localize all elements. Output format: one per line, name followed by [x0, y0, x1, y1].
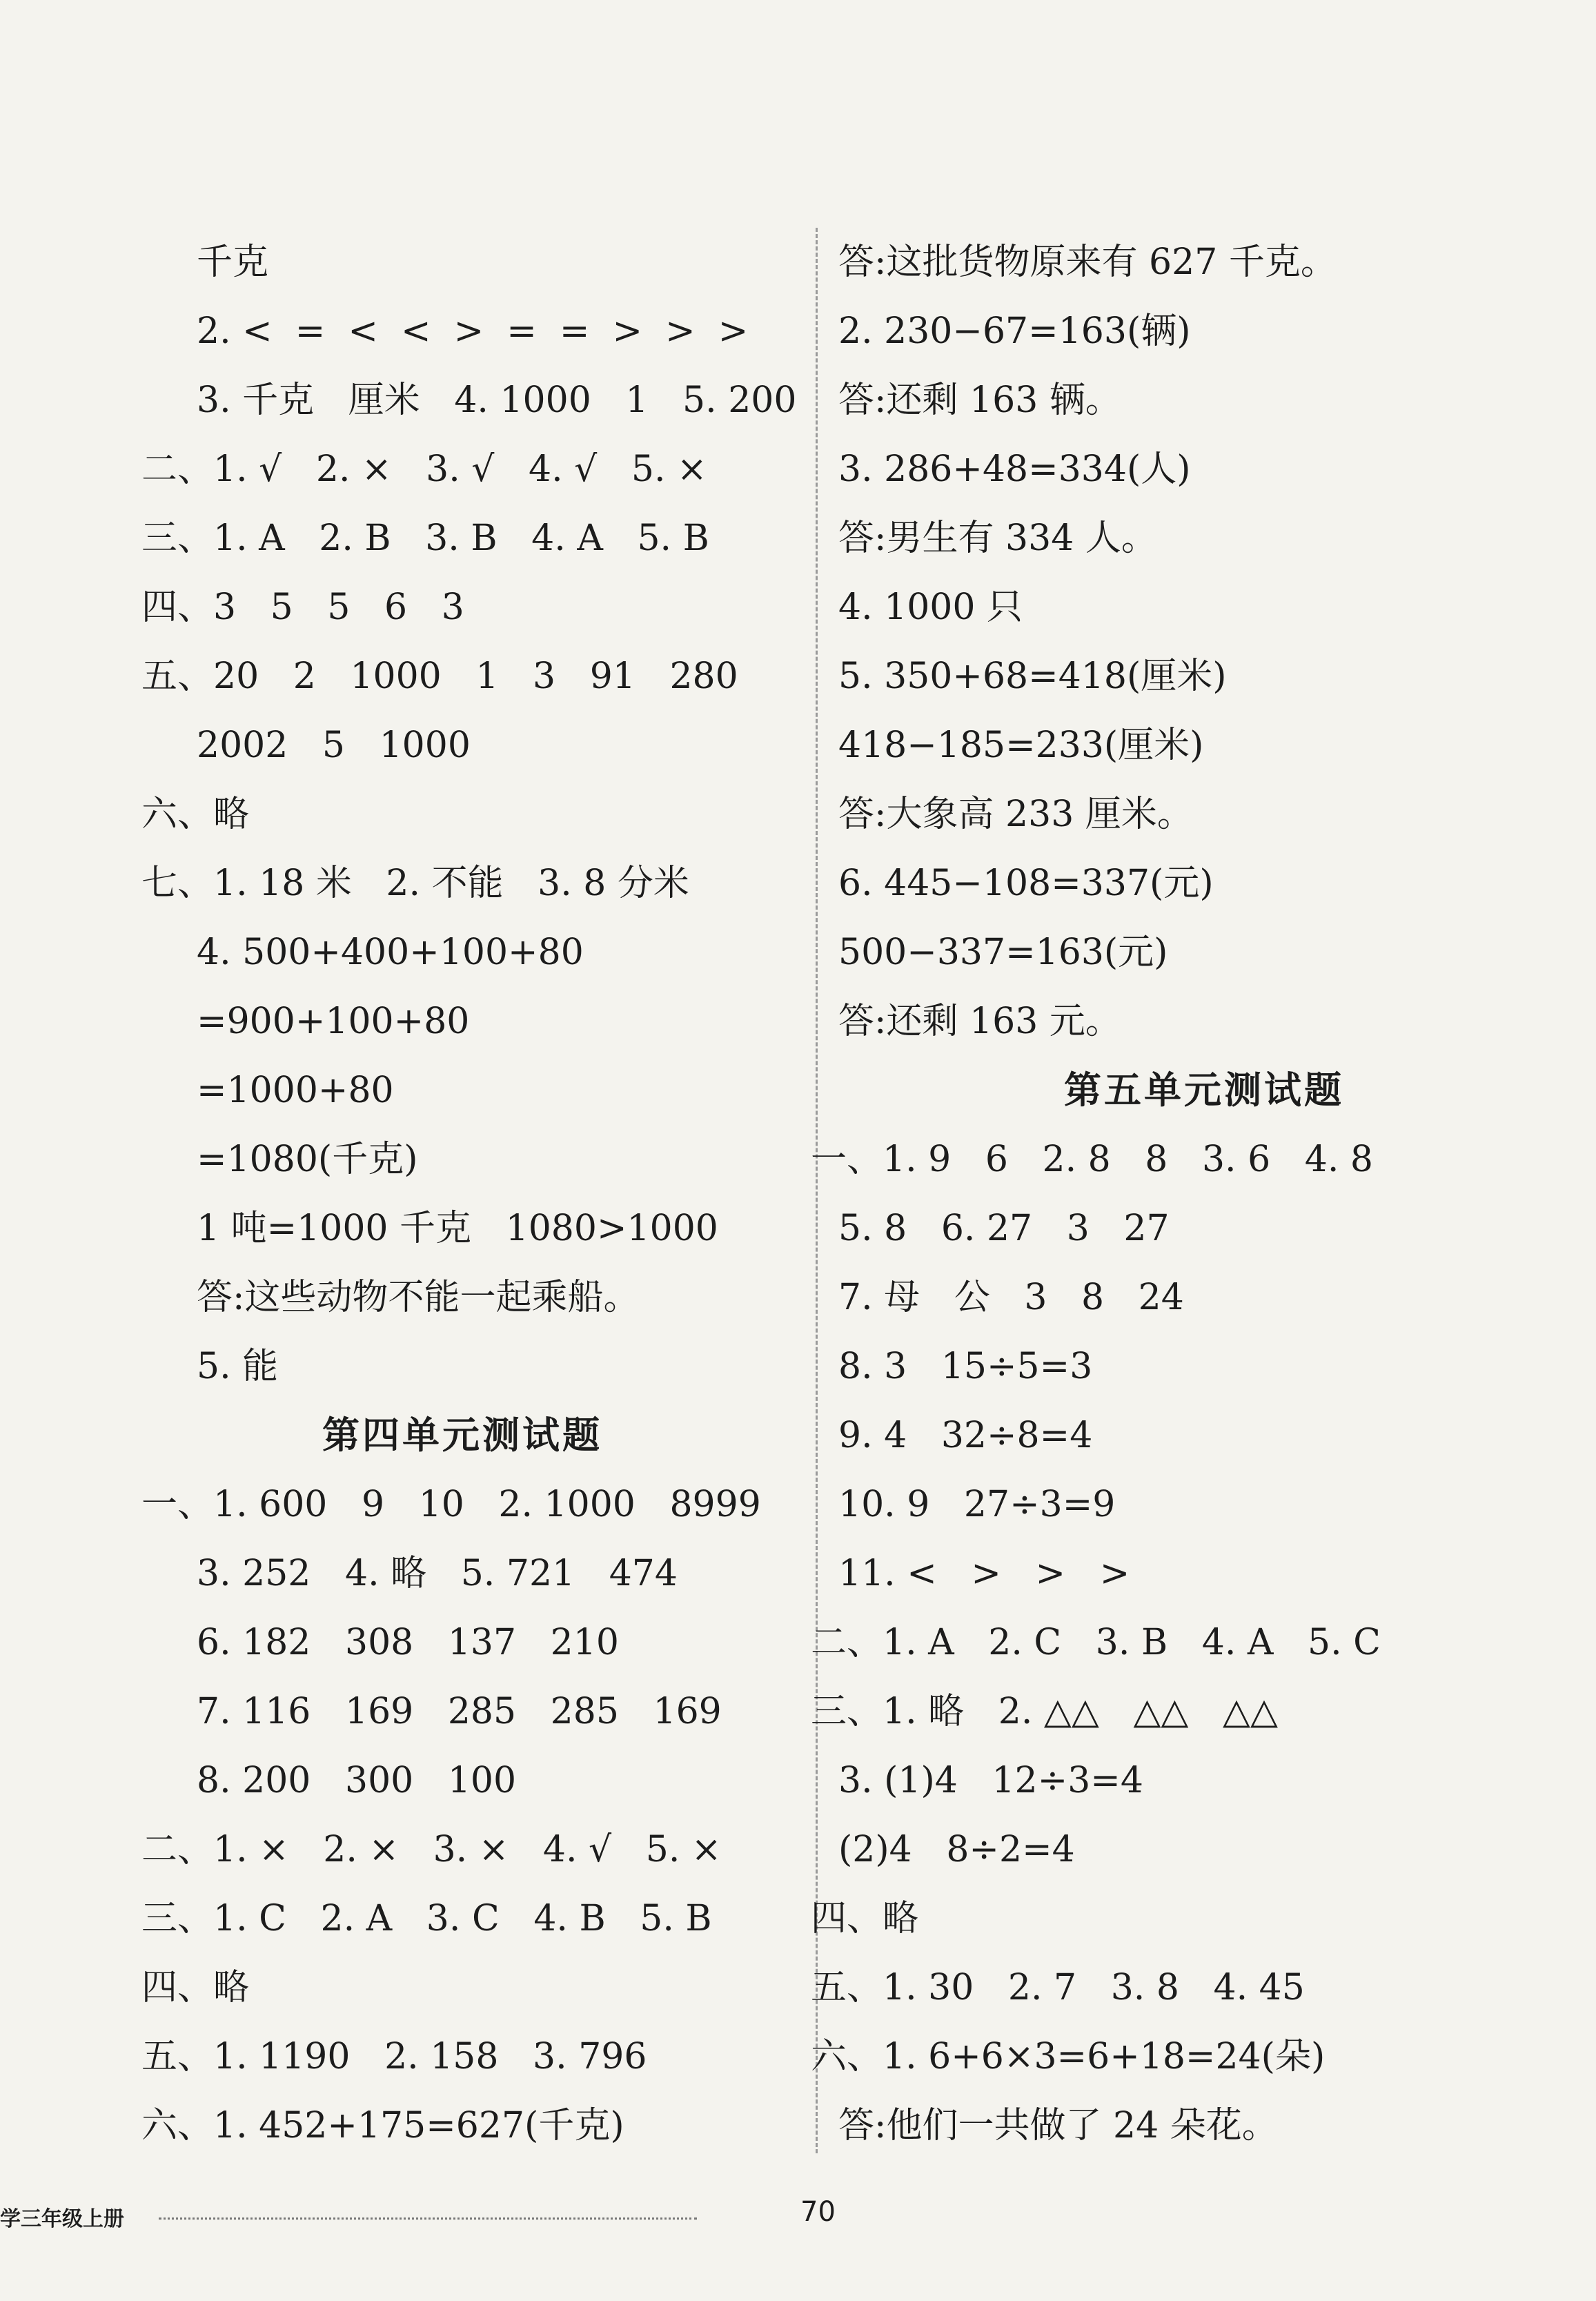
answer-line: 10. 9 27÷3=9: [838, 1484, 1116, 1525]
answer-line: 4. 500+400+100+80: [197, 932, 584, 973]
answer-line: 3. 252 4. 略 5. 721 474: [197, 1553, 678, 1594]
left-column: [141, 228, 797, 2160]
answer-line: 6. 445−108=337(元): [838, 863, 1214, 904]
answer-line: 3. 千克 厘米 4. 1000 1 5. 200: [197, 380, 797, 421]
answer-line: 2002 5 1000: [197, 725, 471, 766]
answer-line: 一、1. 600 9 10 2. 1000 8999: [141, 1484, 761, 1525]
answer-line: 答:还剩 163 辆。: [838, 380, 1121, 421]
answer-line: 四、3 5 5 6 3: [141, 587, 464, 628]
answer-line: 二、1. × 2. × 3. × 4. √ 5. ×: [141, 1829, 722, 1870]
answer-line: 3. 286+48=334(人): [838, 449, 1191, 490]
answer-line: 五、20 2 1000 1 3 91 280: [141, 656, 738, 697]
section-heading: 第五单元测试题: [1064, 1068, 1344, 1112]
footer-rule: [159, 2217, 697, 2220]
answer-line: 五、1. 1190 2. 158 3. 796: [141, 2036, 647, 2077]
answer-line: 418−185=233(厘米): [838, 725, 1204, 766]
answer-line: 8. 200 300 100: [197, 1760, 517, 1801]
answer-line: 答:这些动物不能一起乘船。: [197, 1277, 640, 1318]
answer-line: 9. 4 32÷8=4: [838, 1415, 1093, 1456]
answer-line: =1000+80: [197, 1070, 394, 1111]
answer-line: 5. 8 6. 27 3 27: [838, 1208, 1170, 1249]
section-heading: 第四单元测试题: [322, 1413, 602, 1457]
answer-line: 四、略: [141, 1967, 250, 2008]
book-label: 学三年级上册: [0, 2207, 124, 2231]
answer-line: 答:他们一共做了 24 朵花。: [838, 2105, 1278, 2146]
page-number: 70: [800, 2196, 836, 2228]
answer-line: 500−337=163(元): [838, 932, 1168, 973]
answer-line: 答:男生有 334 人。: [838, 518, 1157, 559]
answer-line: 七、1. 18 米 2. 不能 3. 8 分米: [141, 863, 689, 904]
answer-line: 7. 母 公 3 8 24: [838, 1277, 1184, 1318]
answer-line: 4. 1000 只: [838, 587, 1023, 628]
answer-line: 六、1. 452+175=627(千克): [141, 2105, 624, 2146]
answer-line: 五、1. 30 2. 7 3. 8 4. 45: [811, 1967, 1305, 2008]
answer-line: =1080(千克): [197, 1139, 418, 1180]
answer-line: =900+100+80: [197, 1001, 470, 1042]
answer-line: 三、1. 略 2. △△ △△ △△: [811, 1691, 1278, 1732]
answer-line: 2. < = < < > = = > > >: [197, 311, 749, 352]
answer-line: 答:大象高 233 厘米。: [838, 794, 1193, 835]
answer-line: 5. 350+68=418(厘米): [838, 656, 1227, 697]
answer-line: (2)4 8÷2=4: [838, 1829, 1075, 1870]
answer-line: 三、1. A 2. B 3. B 4. A 5. B: [141, 518, 709, 559]
answer-line: 1 吨=1000 千克 1080>1000: [197, 1208, 718, 1249]
answer-line: 5. 能: [197, 1346, 279, 1387]
answer-line: 六、1. 6+6×3=6+18=24(朵): [811, 2036, 1326, 2077]
answer-line: 3. (1)4 12÷3=4: [838, 1760, 1143, 1801]
answer-line: 11. < > > >: [838, 1553, 1130, 1594]
answer-line: 一、1. 9 6 2. 8 8 3. 6 4. 8: [811, 1139, 1374, 1180]
answer-line: 2. 230−67=163(辆): [838, 311, 1191, 352]
answer-line: 二、1. √ 2. × 3. √ 4. √ 5. ×: [141, 449, 707, 490]
answer-line: 答:还剩 163 元。: [838, 1001, 1121, 1042]
answer-line: 千克: [197, 242, 269, 283]
answer-line: 6. 182 308 137 210: [197, 1622, 619, 1663]
answer-line: 答:这批货物原来有 627 千克。: [838, 242, 1337, 283]
answer-line: 8. 3 15÷5=3: [838, 1346, 1093, 1387]
answer-line: 7. 116 169 285 285 169: [197, 1691, 722, 1732]
answer-line: 六、略: [141, 794, 250, 835]
answer-line: 二、1. A 2. C 3. B 4. A 5. C: [811, 1622, 1381, 1663]
answer-line: 四、略: [811, 1898, 919, 1939]
answer-line: 三、1. C 2. A 3. C 4. B 5. B: [141, 1898, 712, 1939]
right-column: [811, 228, 1570, 2160]
